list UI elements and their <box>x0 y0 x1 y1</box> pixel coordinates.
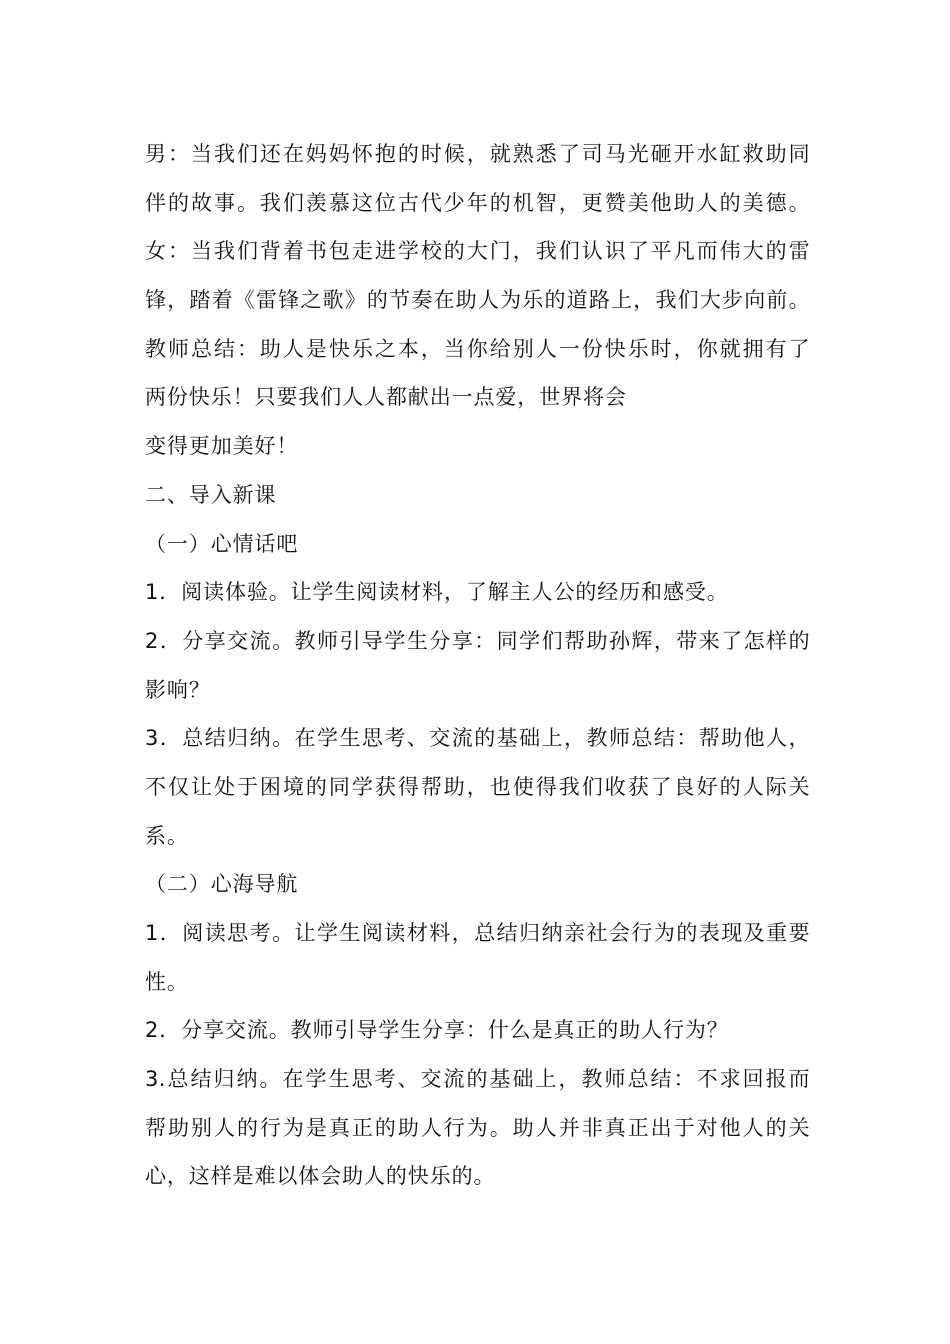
list-item-2-3: 3.总结归纳。在学生思考、交流的基础上，教师总结：不求回报而 <box>145 1067 810 1092</box>
list-item-1-2: 2．分享交流。教师引导学生分享：同学们帮助孙辉，带来了怎样的 <box>145 628 810 653</box>
text-line-5: 教师总结：助人是快乐之本，当你给别人一份快乐时，你就拥有了 <box>145 336 810 361</box>
list-item-2-1: 1．阅读思考。让学生阅读材料，总结归纳亲社会行为的表现及重要 <box>145 921 810 945</box>
list-item-2-3-end: 心，这样是难以体会助人的快乐的。 <box>145 1164 496 1189</box>
list-item-1-2-cont: 影响？ <box>145 677 211 702</box>
text-line-6: 两份快乐！只要我们人人都献出一点爱，世界将会 <box>145 385 627 410</box>
list-item-1-3: 3．总结归纳。在学生思考、交流的基础上，教师总结：帮助他人， <box>145 726 810 751</box>
list-item-2-1-cont: 性。 <box>145 969 189 994</box>
list-item-1-1: 1．阅读体验。让学生阅读材料，了解主人公的经历和感受。 <box>145 580 729 605</box>
list-item-1-3-cont: 不仅让处于困境的同学获得帮助，也使得我们收获了良好的人际关 <box>145 774 810 799</box>
text-line-7: 变得更加美好！ <box>145 434 299 459</box>
text-line-2: 伴的故事。我们羡慕这位古代少年的机智，更赞美他助人的美德。 <box>145 190 810 215</box>
text-line-3: 女：当我们背着书包走进学校的大门，我们认识了平凡而伟大的雷 <box>145 239 810 264</box>
section-heading-2: 二、导入新课 <box>145 482 277 507</box>
document-body <box>145 130 810 1201</box>
text-line-1: 男：当我们还在妈妈怀抱的时候，就熟悉了司马光砸开水缸救助同 <box>145 142 810 166</box>
subsection-heading-2: （二）心海导航 <box>145 872 299 897</box>
list-item-1-3-end: 系。 <box>145 823 189 848</box>
list-item-2-2: 2．分享交流。教师引导学生分享：什么是真正的助人行为？ <box>145 1018 729 1043</box>
text-line-4: 锋，踏着《雷锋之歌》的节奏在助人为乐的道路上，我们大步向前。 <box>145 288 810 313</box>
subsection-heading-1: （一）心情话吧 <box>145 531 299 556</box>
list-item-2-3-cont: 帮助别人的行为是真正的助人行为。助人并非真正出于对他人的关 <box>145 1115 810 1140</box>
